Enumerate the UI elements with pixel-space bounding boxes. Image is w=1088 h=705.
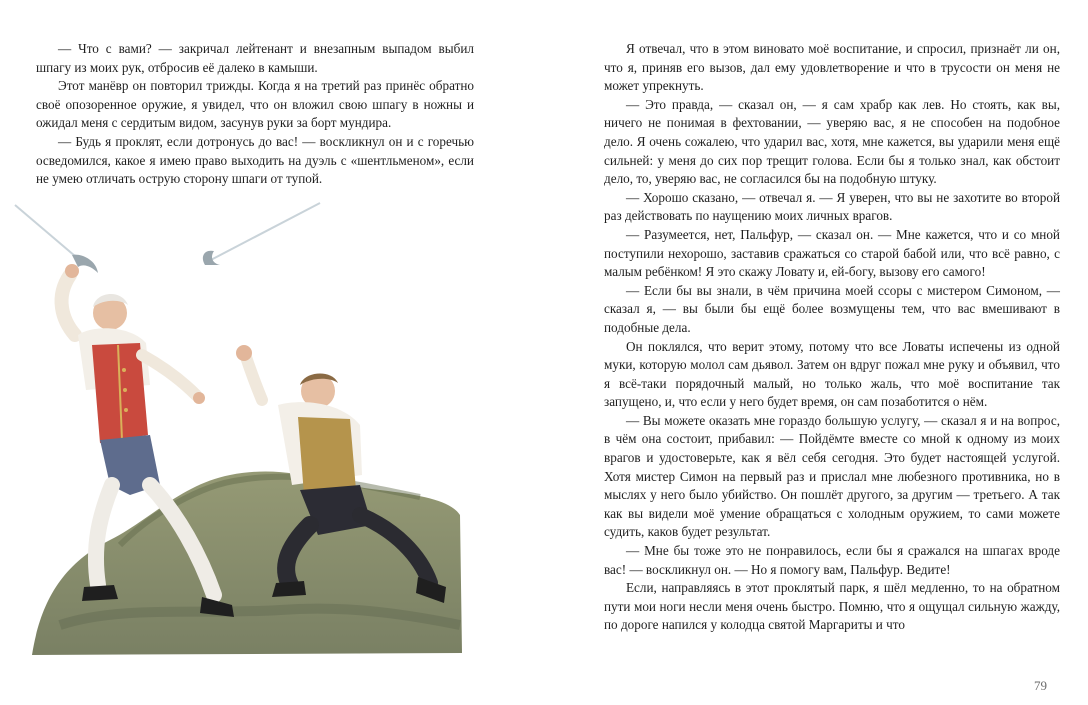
page-number: 79 [1034,678,1047,693]
paragraph: — Это правда, — сказал он, — я сам храбр как лев. Но стоять, как вы, ничего не понимая в фехтовании, — уверяю вас, я не способен на подобное дело. Я очень сожалею, что ударил вас, хотя, мне кажется, вы ударили меня ещё сильней: у меня до сих пор трещит голова. Если бы я только знал, как обстоит дело, то, уверяю вас, не согласился бы на подобную штуку. [604,96,1060,187]
flying-sword-left [15,205,98,273]
paragraph: — Мне бы тоже это не понравилось, если бы я сражался на шпагах вроде вас! — воскликнул он. — Но я помогу вам, Пальфур. Ведите! [604,543,1060,577]
paragraph: Я отвечал, что в этом виновато моё воспитание, и спросил, признаёт ли он, что я, приняв его вызов, дал ему удовлетворение и что в трусости он меня не может упрекнуть. [604,41,1060,94]
paragraph: Если, направляясь в этот проклятый парк, я шёл медленно, то на обратном пути мои ноги несли меня очень быстро. Помню, что я ощущал сильную жажду, по дороге напился у колодца святой Маргариты и что [604,580,1060,633]
paragraph: — Что с вами? — закричал лейтенант и внезапным выпадом выбил шпагу из моих рук, отбросив её далеко в камыши. [36,41,474,75]
duel-illustration [0,185,500,665]
paragraph: Он поклялся, что верит этому, потому что все Ловаты испечены из одной муки, которую молол сам дьявол. Затем он вдруг пожал мне руку и объявил, что я всё-таки порядочный малый, но только жаль, что моё воспитание так запущено, и, что если у него будет время, он сам позаботится о нём. [604,338,1060,410]
paragraph: — Если бы вы знали, в чём причина моей ссоры с мистером Симоном, — сказал я, — вы были бы ещё более возмущены тем, что вас вмешивают в подобные дела. [604,282,1060,335]
paragraph: — Разумеется, нет, Пальфур, — сказал он. — Мне кажется, что и со мной поступили нехорошо, заставив сражаться со старой бабой или, что всё равно, с малым ребёнком! Я это скажу Ловату и, ей-богу, вызову его самого! [604,226,1060,280]
right-page [544,0,1088,705]
paragraph: — Хорошо сказано, — отвечал я. — Я уверен, что вы не захотите во второй раз действовать по наущению моих личных врагов. [604,189,1060,224]
right-page-text [604,40,1060,635]
flying-sword-right [203,203,320,265]
paragraph: — Вы можете оказать мне гораздо большую услугу, — сказал я и на вопрос, в чём она состоит, прибавил: — Пойдёмте вместе со мной к одному из моих врагов и удостоверьте, как я вёл себя сегодня. Это будет настоящей услугой. Хотя мистер Симон на первый раз и прислал мне любезного противника, но в мыслях у него было убийство. Он пошлёт другого, за другим — третьего. А так как вы видели моё умение обращаться с холодным оружием, то сами можете судить, каков будет результат. [604,412,1060,540]
paragraph: Этот манёвр он повторил трижды. Когда я на третий раз принёс обратно своё опозоренное оружие, я увидел, что он вложил свою шпагу в ножны и ожидал меня с сердитым видом, засунув руки за борт мундира. [36,78,474,131]
paragraph: — Будь я проклят, если дотронусь до вас! — воскликнул он и с горечью осведомился, какое я имею право выходить на дуэль с «шентльменом», если не умею отличать острую сторону шпаги от тупой. [36,133,474,187]
left-page-text [36,40,474,189]
